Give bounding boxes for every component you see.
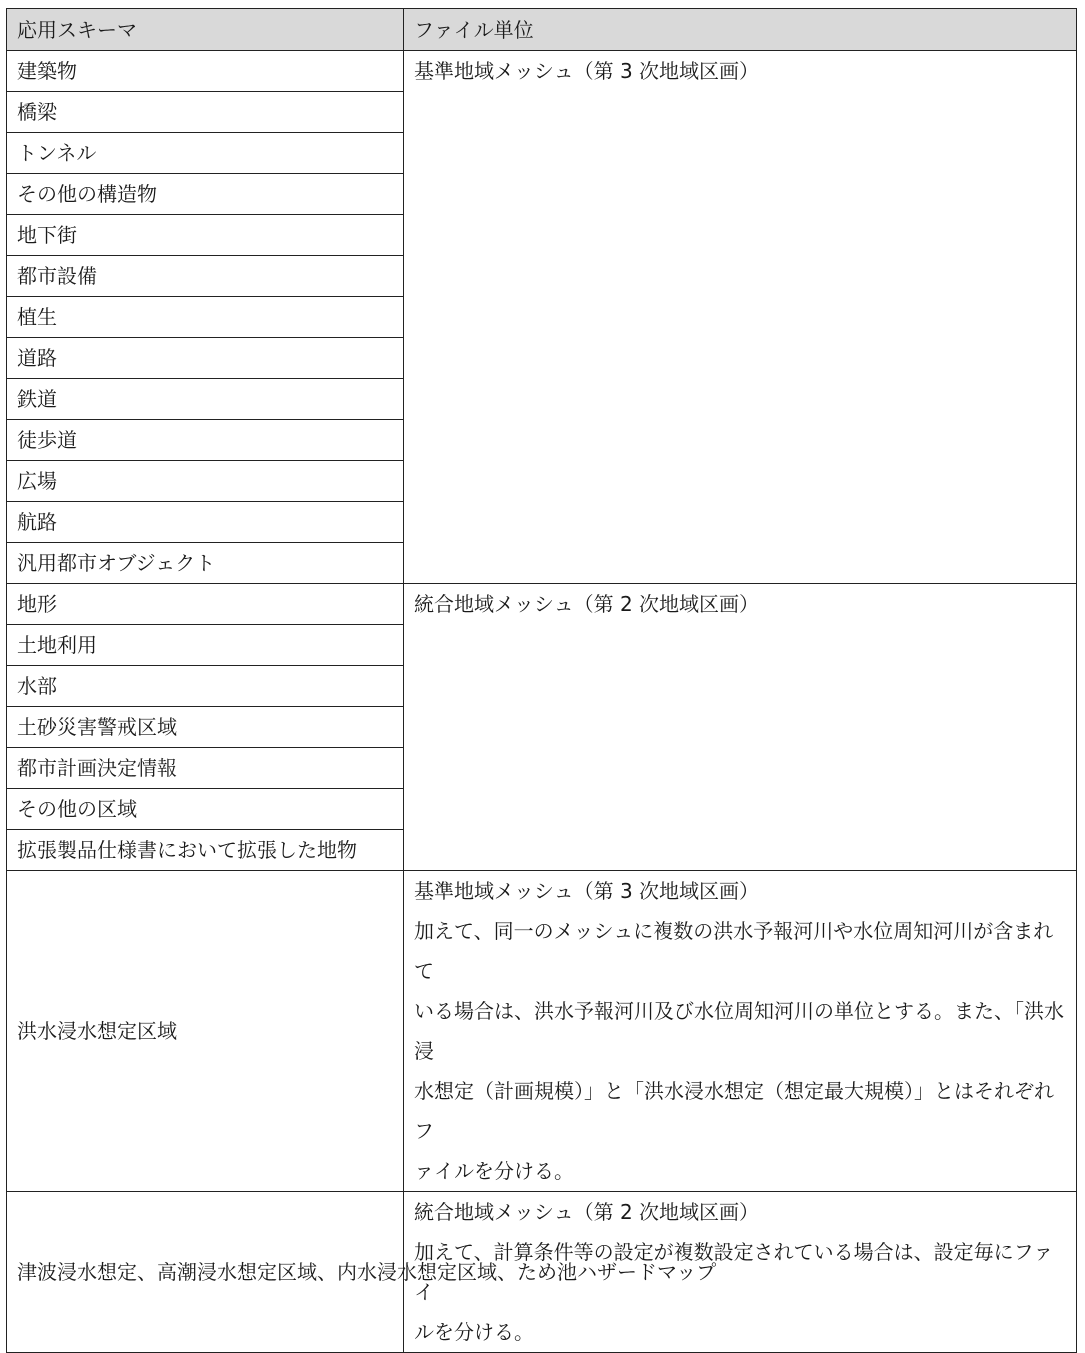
schema-name-cell: その他の構造物	[7, 174, 404, 215]
schema-name-cell: 建築物	[7, 51, 404, 92]
schema-name-cell: 広場	[7, 461, 404, 502]
file-unit-cell	[404, 1192, 1077, 1353]
table-row	[7, 51, 1077, 92]
schema-name-cell: 汎用都市オブジェクト	[7, 543, 404, 584]
file-unit-text: 基準地域メッシュ（第 3 次地域区画）	[414, 59, 760, 83]
schema-name-cell: 都市設備	[7, 256, 404, 297]
file-unit-cell	[404, 584, 1077, 871]
schema-file-unit-table	[6, 8, 1077, 1353]
file-unit-text: ルを分ける。	[414, 1320, 534, 1344]
table-row	[7, 871, 1077, 1192]
file-unit-text: いる場合は、洪水予報河川及び水位周知河川の単位とする。また、「洪水浸	[414, 999, 1064, 1063]
file-unit-text: 統合地域メッシュ（第 2 次地域区画）	[414, 1200, 760, 1224]
file-unit-text: 統合地域メッシュ（第 2 次地域区画）	[414, 592, 760, 616]
table-body	[7, 51, 1077, 1353]
file-unit-cell	[404, 51, 1077, 584]
schema-name-cell: 地下街	[7, 215, 404, 256]
header-unit: ファイル単位	[404, 9, 1077, 51]
schema-name-cell: 津波浸水想定、高潮浸水想定区域、内水浸水想定区域、ため池ハザードマップ	[7, 1192, 404, 1353]
file-unit-text: 基準地域メッシュ（第 3 次地域区画）	[414, 879, 760, 903]
schema-name-cell: 道路	[7, 338, 404, 379]
file-unit-text: 水想定（計画規模）」と「洪水浸水想定（想定最大規模）」とはそれぞれフ	[414, 1079, 1054, 1143]
file-unit-text: ァイルを分ける。	[414, 1159, 574, 1183]
schema-name-cell: 都市計画決定情報	[7, 748, 404, 789]
header-schema: 応用スキーマ	[7, 9, 404, 51]
schema-name-cell: 徒歩道	[7, 420, 404, 461]
schema-name-cell: 植生	[7, 297, 404, 338]
schema-name-cell: 橋梁	[7, 92, 404, 133]
table-row	[7, 584, 1077, 625]
schema-name-cell: その他の区域	[7, 789, 404, 830]
schema-name-cell: 土地利用	[7, 625, 404, 666]
schema-name-cell: 洪水浸水想定区域	[7, 871, 404, 1192]
schema-name-cell: 航路	[7, 502, 404, 543]
schema-name-cell: 土砂災害警戒区域	[7, 707, 404, 748]
file-unit-cell	[404, 871, 1077, 1192]
schema-name-cell: 水部	[7, 666, 404, 707]
header-row	[7, 9, 1077, 51]
schema-name-cell: トンネル	[7, 133, 404, 174]
file-unit-text: 加えて、同一のメッシュに複数の洪水予報河川や水位周知河川が含まれて	[414, 919, 1054, 983]
schema-name-cell: 拡張製品仕様書において拡張した地物	[7, 830, 404, 871]
file-unit-text: 加えて、計算条件等の設定が複数設定されている場合は、設定毎にファイ	[414, 1240, 1054, 1304]
schema-name-cell: 鉄道	[7, 379, 404, 420]
schema-name-cell: 地形	[7, 584, 404, 625]
table-row	[7, 1192, 1077, 1353]
